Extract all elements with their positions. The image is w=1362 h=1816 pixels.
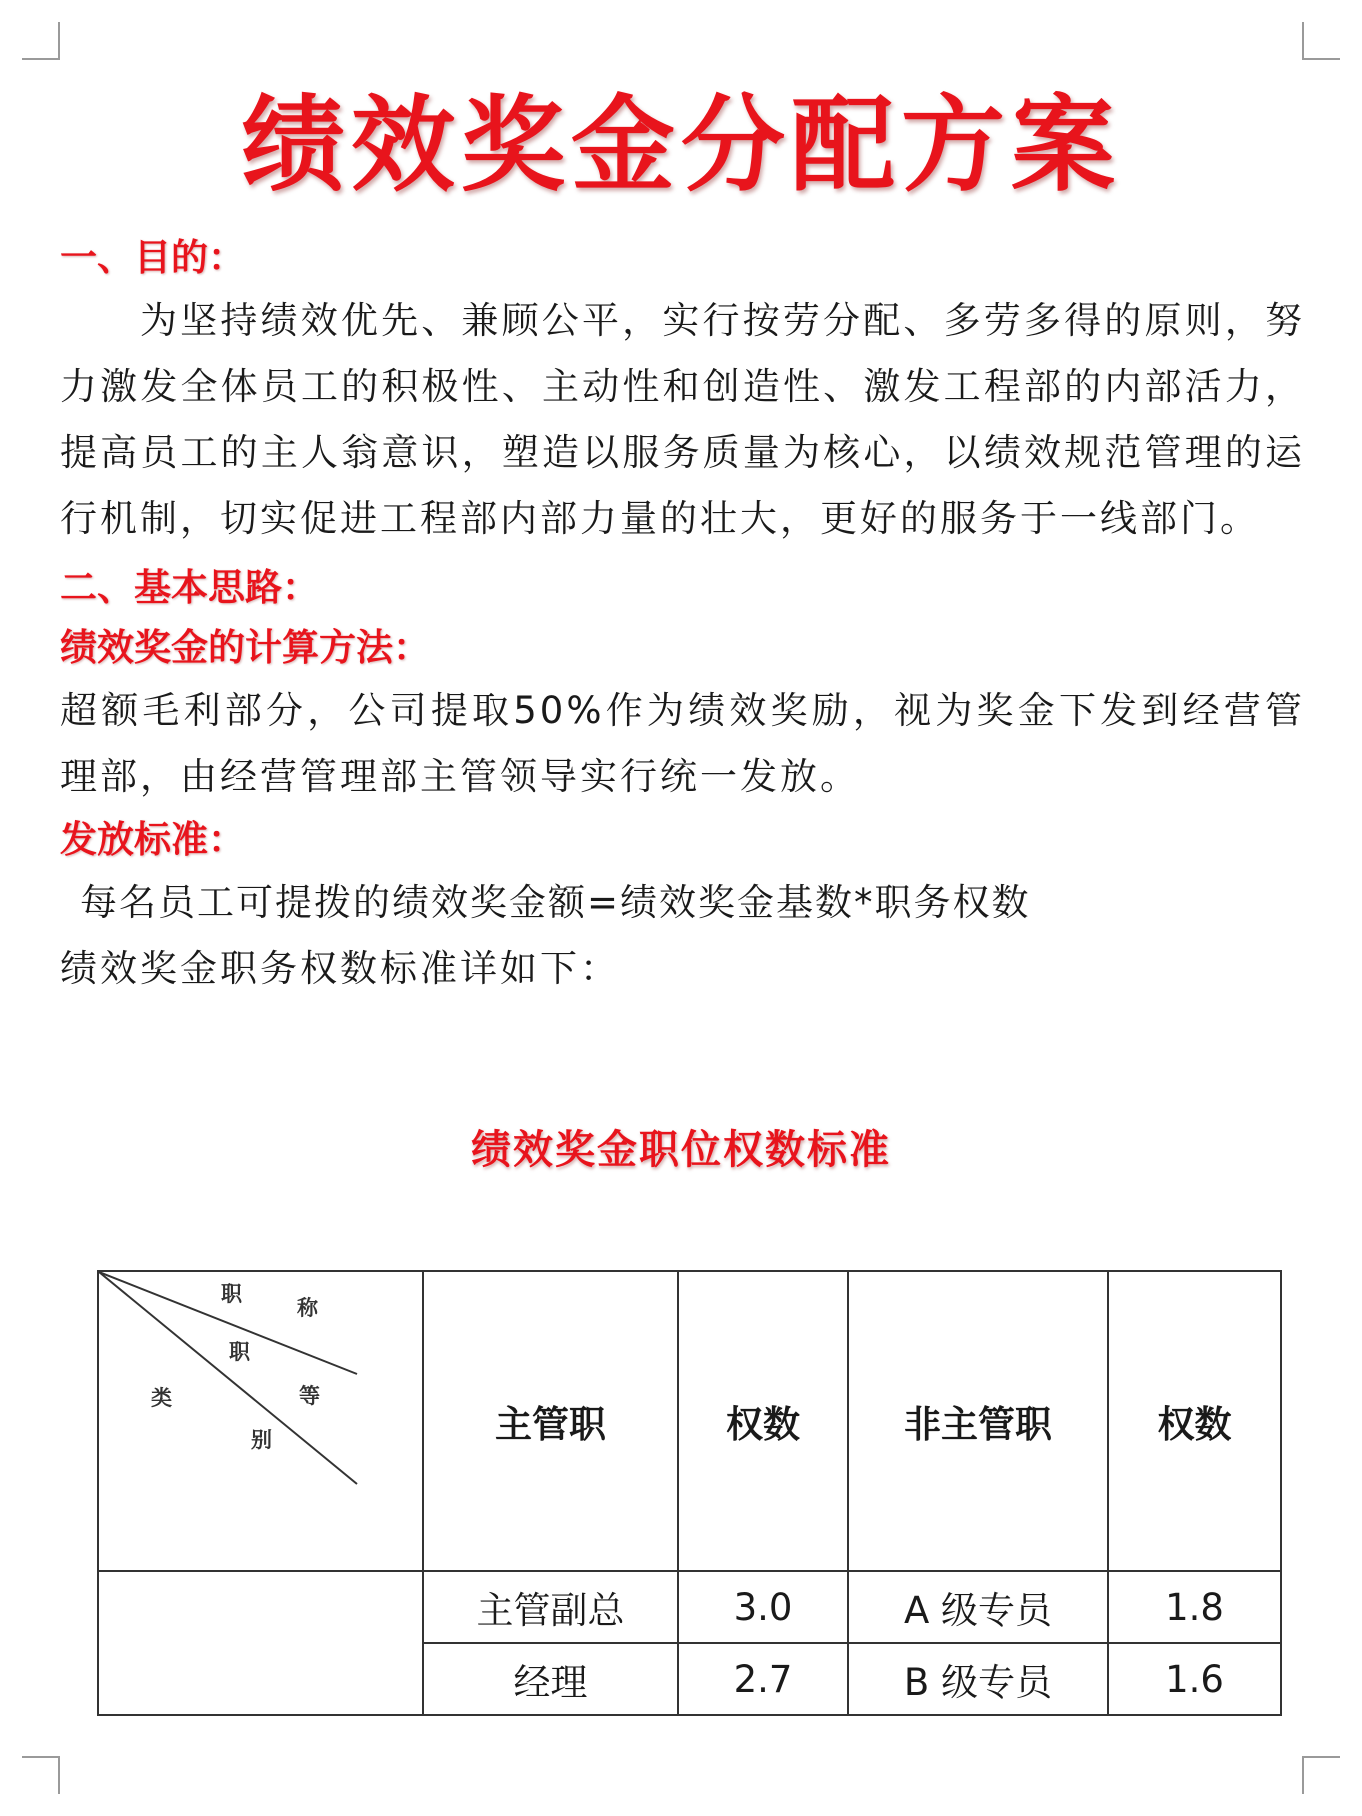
header-non-manager-role: 非主管职 (848, 1271, 1108, 1571)
calculation-paragraph: 超额毛利部分，公司提取50%作为绩效奖励，视为奖金下发到经营管理部，由经营管理部主管领导实行统一发放。 (60, 689, 1305, 798)
diag-label-zhi-2: 职 (229, 1340, 250, 1364)
header-manager-role: 主管职 (423, 1271, 678, 1571)
cell-non-weight: 1.6 (1108, 1643, 1281, 1715)
bonus-formula: 每名员工可提拨的绩效奖金额=绩效奖金基数*职务权数 (80, 881, 1031, 924)
position-weight-table (97, 1270, 1282, 1716)
cell-non-weight: 1.8 (1108, 1571, 1281, 1643)
table-row (98, 1571, 1281, 1643)
section-heading-purpose: 一、目的： (60, 236, 245, 279)
diag-label-deng: 等 (299, 1384, 320, 1408)
cell-role: 经理 (423, 1643, 678, 1715)
subheading-payout-standard: 发放标准： (60, 818, 245, 861)
page-corner-mark-top-right (1302, 22, 1340, 60)
purpose-paragraph: 为坚持绩效优先、兼顾公平，实行按劳分配、多劳多得的原则，努力激发全体员工的积极性、主动性和创造性、激发工程部的内部活力，提高员工的主人翁意识，塑造以服务质量为核心，以绩效规范管理的运行机制，切实促进工程部内部力量的壮大，更好的服务于一线部门。 (60, 299, 1305, 540)
cell-weight: 2.7 (678, 1643, 848, 1715)
table-title: 绩效奖金职位权数标准 (471, 1127, 891, 1173)
cell-role: 主管副总 (423, 1571, 678, 1643)
diag-label-zhi-1: 职 (221, 1282, 242, 1306)
document-body (60, 228, 1305, 1002)
header-non-manager-weight: 权数 (1108, 1271, 1281, 1571)
section-heading-approach: 二、基本思路： (60, 566, 319, 609)
cell-non-role: B 级专员 (848, 1643, 1108, 1715)
cell-weight: 3.0 (678, 1571, 848, 1643)
diag-label-lei: 类 (151, 1386, 172, 1410)
header-manager-weight: 权数 (678, 1271, 848, 1571)
page-corner-mark-top-left (22, 22, 60, 60)
diagonal-lines (99, 1272, 424, 1570)
page-corner-mark-bottom-left (22, 1756, 60, 1794)
subheading-calculation-method: 绩效奖金的计算方法： (60, 626, 430, 669)
diag-label-cheng: 称 (297, 1296, 318, 1320)
page-corner-mark-bottom-right (1302, 1756, 1340, 1794)
document-title: 绩效奖金分配方案 (240, 83, 1121, 206)
diagonal-header-cell (98, 1271, 423, 1571)
diag-label-bie: 别 (251, 1428, 272, 1452)
cell-non-role: A 级专员 (848, 1571, 1108, 1643)
empty-category-cell (98, 1571, 423, 1715)
table-intro-text: 绩效奖金职务权数标准详如下： (60, 947, 620, 990)
